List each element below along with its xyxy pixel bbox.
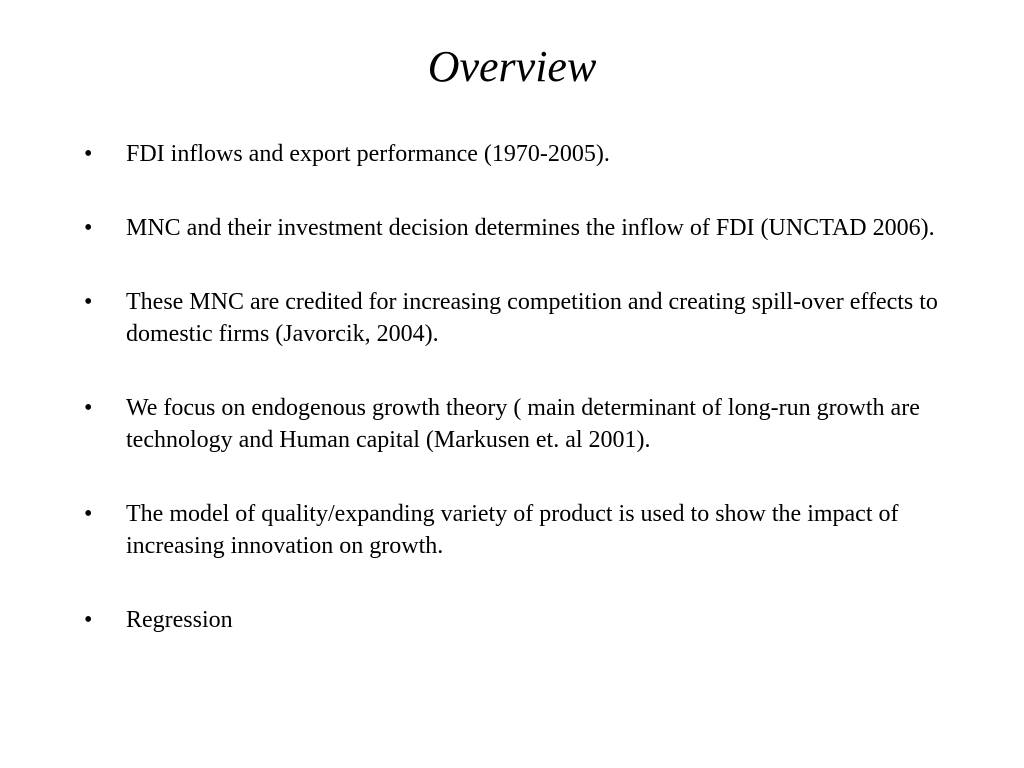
bullet-item — [84, 498, 954, 562]
slide-title: Overview — [427, 42, 597, 91]
bullet-item — [84, 212, 954, 244]
bullet-list — [84, 138, 954, 678]
bullet-icon: • — [84, 395, 93, 421]
bullet-icon: • — [84, 215, 93, 241]
bullet-text: Regression — [126, 607, 233, 633]
bullet-text: The model of quality/expanding variety of product is used to show the impact of increasing innovation on growth. — [126, 501, 899, 559]
bullet-item — [84, 604, 954, 636]
bullet-icon: • — [84, 501, 93, 527]
bullet-icon: • — [84, 141, 93, 167]
bullet-text: FDI inflows and export performance (1970-2005). — [126, 141, 610, 167]
bullet-text: These MNC are credited for increasing competition and creating spill-over effects to domestic firms (Javorcik, 2004). — [126, 289, 938, 347]
bullet-text: We focus on endogenous growth theory ( main determinant of long-run growth are technology and Human capital (Markusen et. al 2001). — [126, 395, 920, 453]
bullet-icon: • — [84, 607, 93, 633]
bullet-item — [84, 392, 954, 456]
bullet-icon: • — [84, 289, 93, 315]
bullet-item — [84, 138, 954, 170]
bullet-text: MNC and their investment decision determines the inflow of FDI (UNCTAD 2006). — [126, 215, 935, 241]
bullet-item — [84, 286, 954, 350]
